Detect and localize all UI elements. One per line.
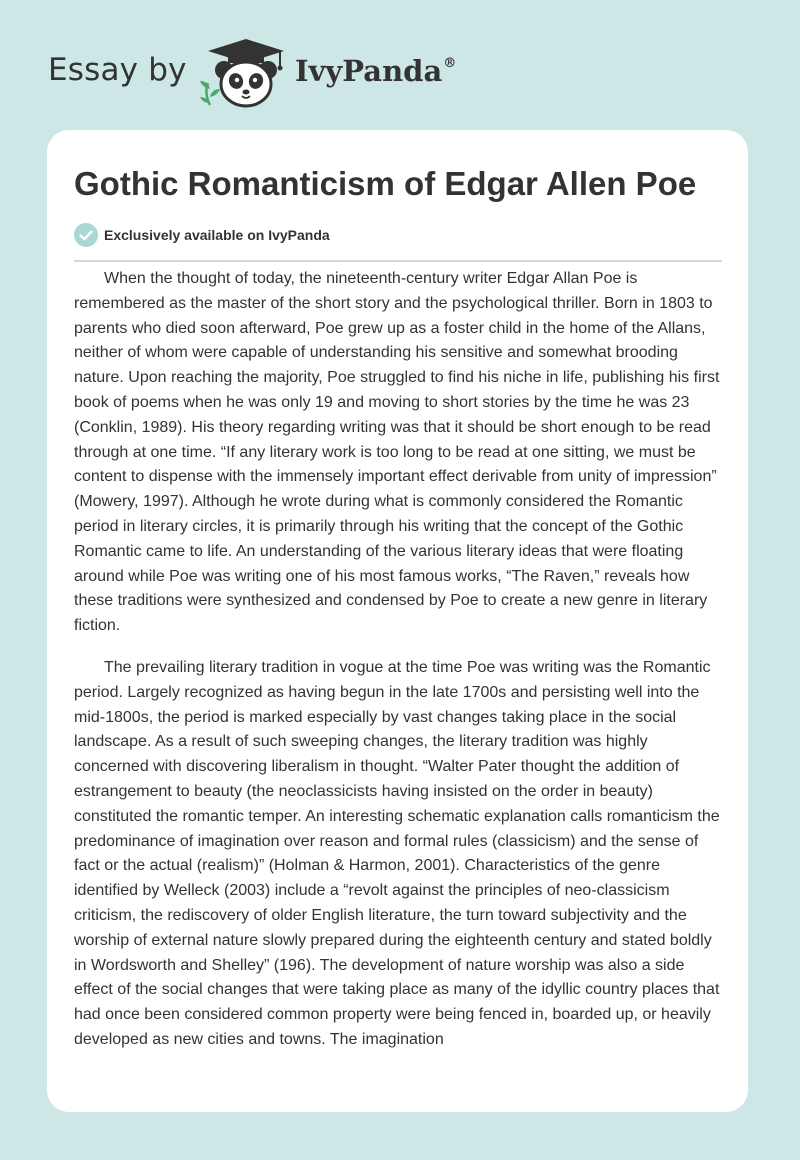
check-circle-icon xyxy=(74,223,98,247)
exclusive-badge-label: Exclusively available on IvyPanda xyxy=(104,227,330,243)
article-paragraph: When the thought of today, the nineteenth-century writer Edgar Allan Poe is remembered as the master of the short story and the psychological thriller. Born in 1803 to parents who died soon afterward, Poe grew up as a foster child in the home of the Allans, neither of whom were capable of understanding his sensitive and somewhat brooding nature. Upon reaching the majority, Poe struggled to find his niche in life, publishing his first book of poems when he was only 19 and moving to short stories by the time he was 23 (Conklin, 1989). His theory regarding writing was that it should be short enough to be read through at one time. “If any literary work is too long to be read at one sitting, we must be content to dispense with the immensely important effect derivable from unity of impression” (Mowery, 1997). Although he wrote during what is commonly considered the Romantic period in literary circles, it is primarily through his writing that the concept of the Gothic Romantic came to life. An understanding of the various literary ideas that were floating around while Poe was writing one of his most famous works, “The Raven,” reveals how these traditions were synthesized and condensed by Poe to create a new genre in literary fiction. xyxy=(74,270,720,635)
registered-mark: ® xyxy=(443,56,457,71)
site-header xyxy=(0,0,800,130)
exclusive-badge xyxy=(74,223,330,247)
article-paragraph: The prevailing literary tradition in vogue at the time Poe was writing was the Romantic period. Largely recognized as having begun in the late 1700s and persisting well into the mid-1800s, the period is marked especially by vast changes taking place in the social landscape. As a result of such sweeping changes, the literary tradition was highly concerned with discovering liberalism in thought. “Walter Pater thought the addition of estrangement to beauty (the neoclassicists having insisted on the order in beauty) constituted the romantic temper. An interesting schematic explanation calls romanticism the predominance of imagination over reason and formal rules (classicism) and the sense of fact or the actual (realism)” (Holman & Harmon, 2001). Characteristics of the genre identified by Welleck (2003) include a “revolt against the principles of neo-classicism criticism, the rediscovery of older English literature, the turn toward subjectivity and the worship of external nature slowly prepared during the eighteenth century and stated boldly in Wordsworth and Shelley” (196). The development of nature worship was also a side effect of the social changes that were taking place as many of the idyllic country places that had once been considered common property were being fenced in, boarded up, or heavily developed as new cities and towns. The imagination xyxy=(74,658,720,1048)
article-title: Gothic Romanticism of Edgar Allen Poe xyxy=(74,165,697,202)
panda-graduate-icon[interactable] xyxy=(200,37,292,109)
title-divider xyxy=(74,260,722,262)
essay-by-label: Essay by xyxy=(48,52,187,88)
article-card xyxy=(47,130,748,1112)
brand-name[interactable] xyxy=(295,54,456,88)
article-body xyxy=(74,267,724,1070)
brand-name-text: IvyPanda xyxy=(295,54,443,88)
